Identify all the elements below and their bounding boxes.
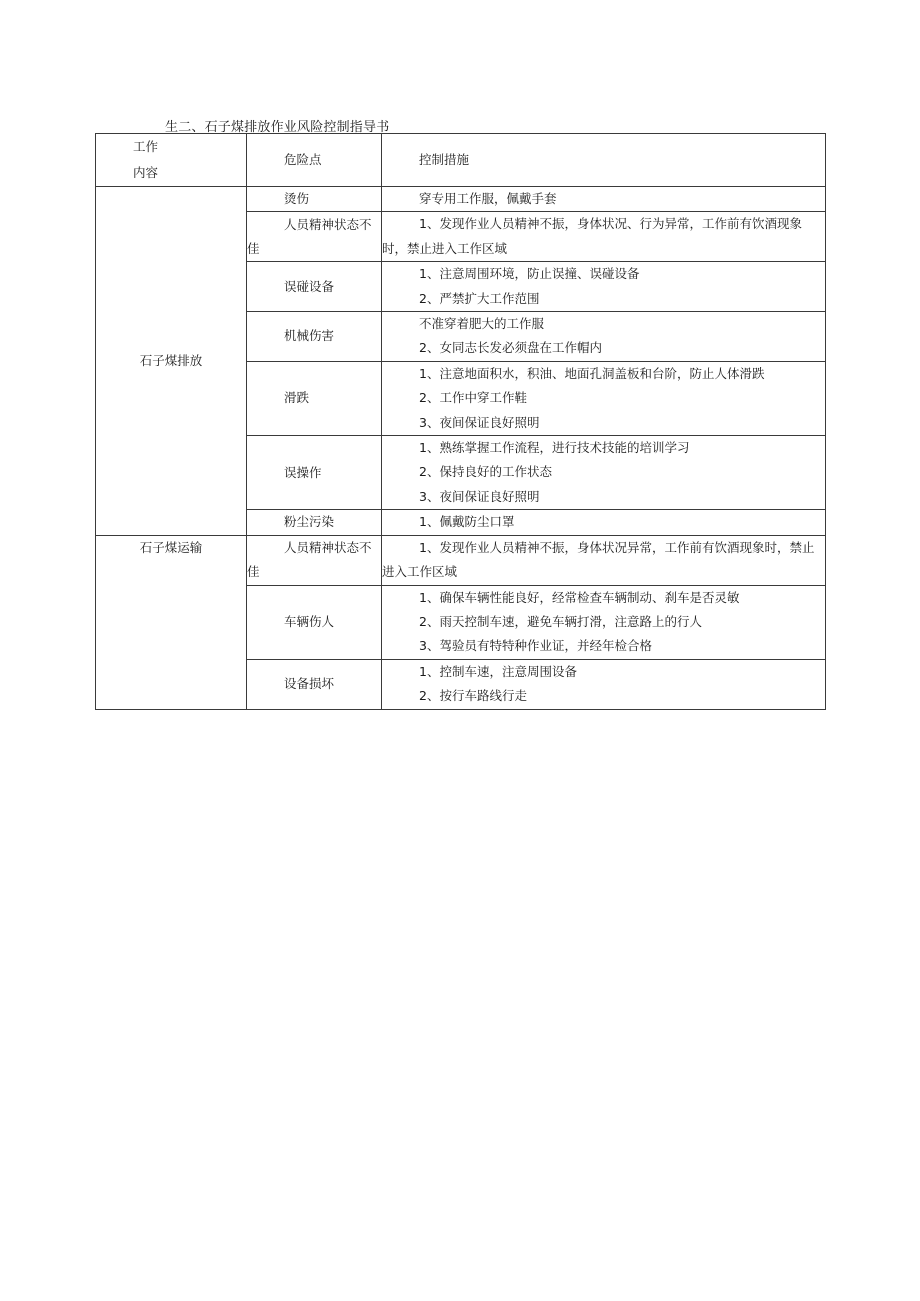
header-measures: 控制措施 [382, 134, 826, 187]
table-row [96, 187, 826, 212]
document-title: 生二、石子煤排放作业风险控制指导书 [165, 120, 390, 135]
measures-cell: 1、熟练掌握工作流程，进行技术技能的培训学习 2、保持良好的工作状态 3、夜间保证良好照明 [382, 436, 826, 510]
work-content-label: 石子煤运输 [139, 539, 203, 555]
hazard-cell: 误操作 [247, 436, 382, 510]
header-work-content [96, 134, 247, 187]
measures-cell: 1、注意地面积水，积油、地面孔洞盖板和台阶，防止人体滑跌 2、工作中穿工作鞋 3、夜间保证良好照明 [382, 361, 826, 435]
hazard-cell: 车辆伤人 [247, 585, 382, 659]
table-header-row [96, 134, 826, 187]
table-row [96, 535, 826, 585]
measures-cell: 不准穿着肥大的工作服 2、女同志长发必须盘在工作帽内 [382, 312, 826, 362]
measures-cell: 穿专用工作服，佩戴手套 [382, 187, 826, 212]
header-hazard: 危险点 [247, 134, 382, 187]
hazard-cell: 人员精神状态不佳 [247, 212, 382, 262]
header-work-line2: 内容 [133, 165, 159, 180]
header-work-line1: 工作 [133, 139, 159, 154]
hazard-cell: 滑跌 [247, 361, 382, 435]
measures-cell: 1、控制车速，注意周围设备 2、按行车路线行走 [382, 659, 826, 709]
work-content-cell [96, 535, 247, 709]
hazard-cell: 误碰设备 [247, 262, 382, 312]
hazard-cell: 设备损坏 [247, 659, 382, 709]
measures-cell: 1、发现作业人员精神不振，身体状况、行为异常，工作前有饮酒现象时，禁止进入工作区域 [382, 212, 826, 262]
measures-cell: 1、注意周围环境，防止误撞、误碰设备 2、严禁扩大工作范围 [382, 262, 826, 312]
hazard-cell: 机械伤害 [247, 312, 382, 362]
hazard-cell: 烫伤 [247, 187, 382, 212]
measures-cell: 1、确保车辆性能良好，经常检查车辆制动、刹车是否灵敏 2、雨天控制车速，避免车辆打滑，注意路上的行人 3、驾验员有特特种作业证，并经年检合格 [382, 585, 826, 659]
measures-cell: 1、佩戴防尘口罩 [382, 510, 826, 535]
work-content-label: 石子煤排放 [139, 352, 203, 368]
hazard-cell: 粉尘污染 [247, 510, 382, 535]
work-content-cell [96, 187, 247, 536]
risk-control-table [95, 133, 826, 710]
hazard-cell: 人员精神状态不佳 [247, 535, 382, 585]
measures-cell: 1、发现作业人员精神不振，身体状况异常，工作前有饮酒现象时，禁止进入工作区域 [382, 535, 826, 585]
